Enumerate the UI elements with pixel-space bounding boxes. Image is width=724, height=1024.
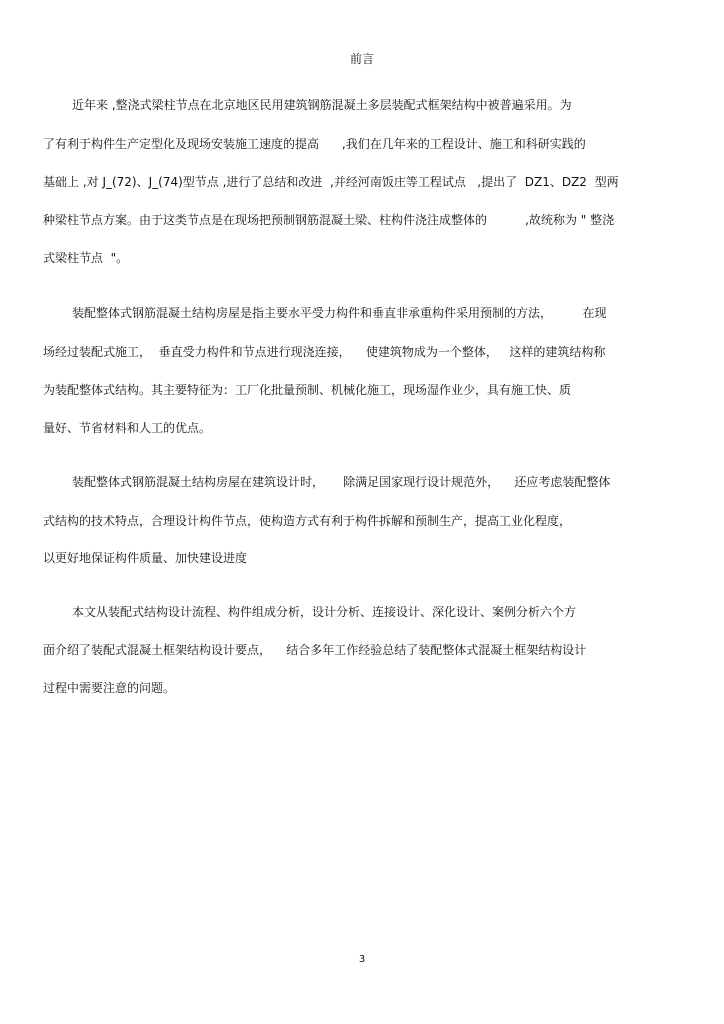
paragraph-2-line-3: 为装配整体式结构。其主要特征为：工厂化批量预制、机械化施工，现场湿作业少，具有施工快、质 bbox=[43, 383, 572, 397]
paragraph-1-line-3: 基础上 ,对 J_(72)、J_(74)型节点 ,进行了总结和改进 ,并经河南饭庄等工程试点 ,提出了 DZ1、DZ2 型两 bbox=[43, 175, 619, 189]
paragraph-2-line-1: 装配整体式钢筋混凝土结构房屋是指主要水平受力构件和垂直非承重构件采用预制的方法， 在现 bbox=[72, 306, 607, 320]
paragraph-2-line-2: 场经过装配式施工， 垂直受力构件和节点进行现浇连接， 使建筑物成为一个整体， 这样的建筑结构称 bbox=[43, 345, 606, 359]
paragraph-4-line-1: 本文从装配式结构设计流程、构件组成分析，设计分析、连接设计、深化设计、案例分析六个方 bbox=[72, 605, 577, 619]
page-number: 3 bbox=[358, 954, 366, 965]
paragraph-3-line-2: 式结构的技术特点，合理设计构件节点，使构造方式有利于构件拆解和预制生产，提高工业化程度， bbox=[43, 514, 572, 528]
paragraph-4-line-2: 面介绍了装配式混凝土框架结构设计要点， 结合多年工作经验总结了装配整体式混凝土框架结构设计 bbox=[43, 643, 587, 657]
paragraph-3-line-3: 以更好地保证构件质量、加快建设进度 bbox=[43, 551, 248, 565]
paragraph-2-line-4: 量好、节省材料和人工的优点。 bbox=[43, 421, 212, 435]
page-title: 前言 bbox=[349, 52, 374, 66]
paragraph-3-line-1: 装配整体式钢筋混凝土结构房屋在建筑设计时， 除满足国家现行设计规范外， 还应考虑装配整体 bbox=[72, 475, 611, 489]
paragraph-1-line-1: 近年来 ,整浇式梁柱节点在北京地区民用建筑钢筋混凝土多层装配式框架结构中被普遍采用。为 bbox=[72, 98, 572, 112]
paragraph-4-line-3: 过程中需要注意的问题。 bbox=[43, 681, 176, 695]
paragraph-1-line-4: 种梁柱节点方案。由于这类节点是在现场把预制钢筋混凝土梁、柱构件浇注成整体的 ,故统称为 " 整浇 bbox=[43, 213, 615, 227]
paragraph-1-line-5: 式梁柱节点 "。 bbox=[43, 251, 129, 265]
paragraph-1-line-2: 了有利于构件生产定型化及现场安装施工速度的提高 ,我们在几年来的工程设计、施工和科研实践的 bbox=[43, 137, 586, 151]
